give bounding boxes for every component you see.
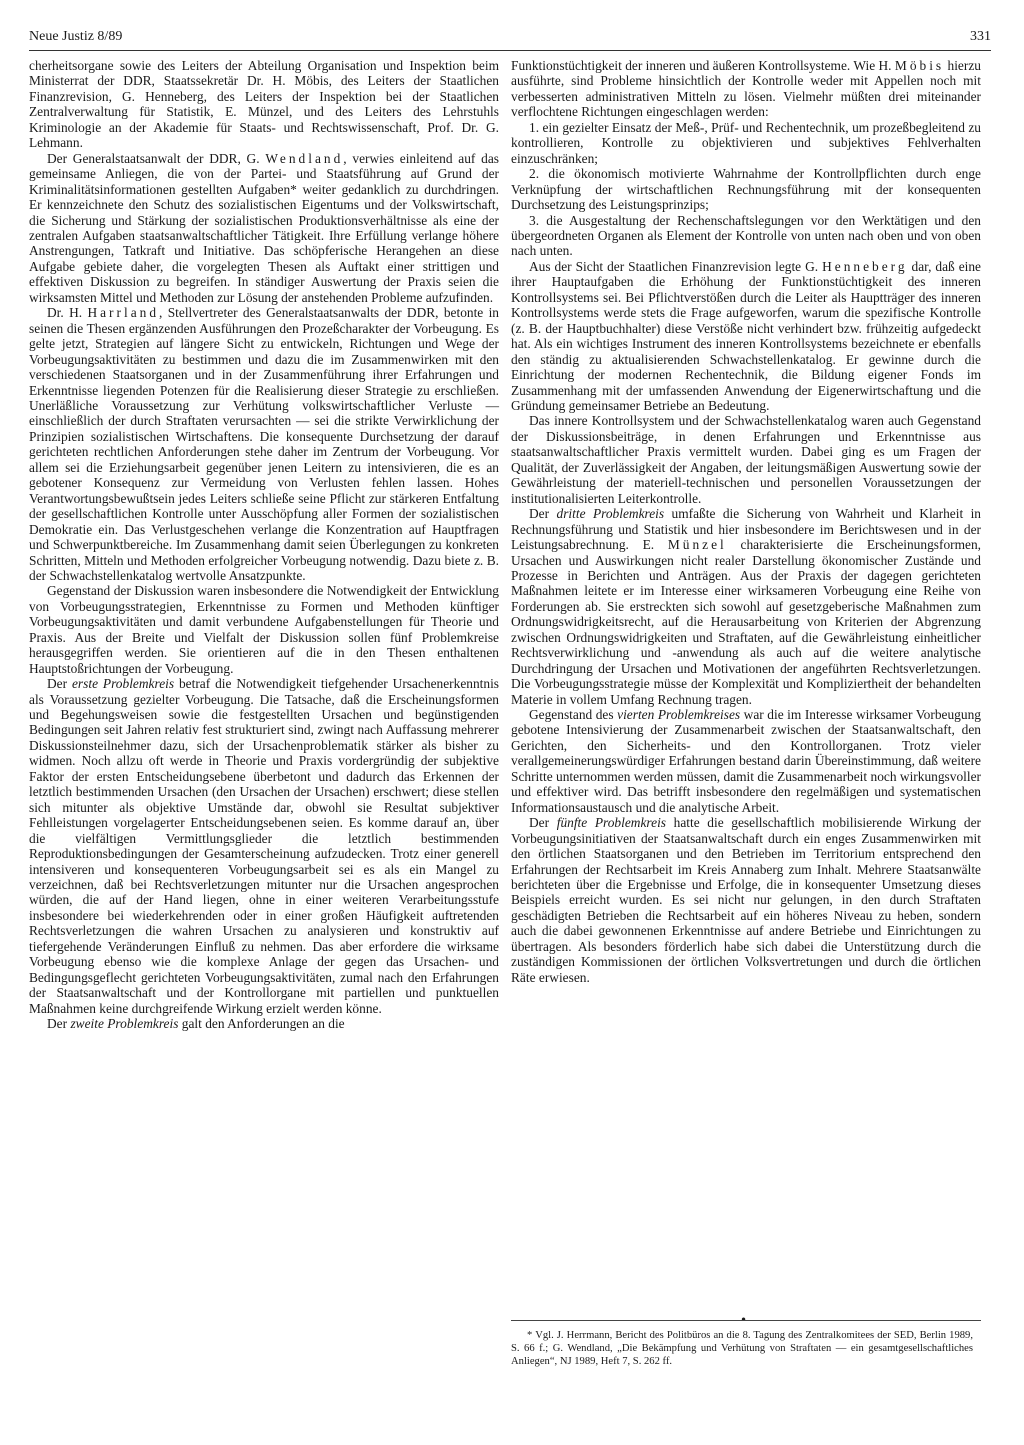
speaker-name: Henneberg [822, 258, 908, 274]
speaker-name: Wendland [265, 150, 344, 166]
paragraph: Der fünfte Problemkreis hatte die gesellschaftlich mobilisierende Wirkung der Vorbeugungsinitiativen der Staatsanwaltschaft durch ein enges Zusammenwirken mit den örtlichen Staatsorganen und den Betrieben im Territorium entsprechend den Erfahrungen der Rechtsarbeit im Kreis Annaberg zum Inhalt. Mehrere Staatsanwälte berichteten über die Ergebnisse und Erfolge, die in konsequenter Umsetzung dieses Beispiels erreicht wurden. Es sei nicht nur gelungen, in den durch Straftaten geschädigten Betrieben die Rechtsarbeit auf ein höheres Niveau zu heben, sondern auch die dabei gewonnenen Erkenntnisse auf andere Betriebe und Einrichtungen zu übertragen. Als besonders förderlich habe sich dabei die Unterstützung durch die zuständigen Kommissionen der örtlichen Volksvertretungen und durch die örtlichen Räte erwiesen. [511, 815, 981, 985]
paragraph: Gegenstand des vierten Problemkreises war die im Interesse wirksamer Vorbeugung gebotene Intensivierung der Zusammenarbeit zwischen der Staatsanwaltschaft, den Gerichten, den Sicherheits- und den Kontrollorganen. Trotz vieler verallgemeinerungswürdiger Erfahrungen bestand darin Übereinstimmung, daß weitere Schritte unternommen werden müssen, damit die Zusammenarbeit noch wirkungsvoller und effektiver wird. Das betrifft insbesondere den regelmäßigen und systematischen Informationsaustausch und die analytische Arbeit. [511, 707, 981, 815]
paragraph: cherheitsorgane sowie des Leiters der Abteilung Organisation und Inspektion beim Ministerrat der DDR, Staatssekretär Dr. H. Möbis, des Leiters der Staatlichen Finanzrevision, G. Henneberg, des Leiters der Inspektion bei der Staatlichen Zentralverwaltung für Statistik, E. Münzel, und des Leiters des Lehrstuhls Kriminologie an der Akademie für Staats- und Rechtswissenschaft, Prof. Dr. G. Lehmann. [29, 58, 499, 151]
journal-issue: Neue Justiz 8/89 [29, 29, 123, 44]
speaker-name: Münzel [667, 537, 727, 553]
speaker-name: Harrland [87, 305, 160, 321]
paragraph: Der Generalstaatsanwalt der DDR, G. Wendland, verwies einleitend auf das gemeinsame Anliegen, die von der Partei- und Staatsführung auf Grund der Kriminalitätsinformationen gestellten Aufgaben* weiter gedanklich zu durchdringen. Er kennzeichnete den Schutz des sozialistischen Eigentums und der Volkswirtschaft, die Sicherung und Stärkung der sozialistischen Produktionsverhältnisse als eine der zentralen Aufgaben staatsanwaltschaftlicher Tätigkeit. Ihre Erfüllung verlange höhere Anstrengungen, Tatkraft und Initiative. Das schöpferische Herangehen an diese Aufgabe gebiete daher, die vorgelegten Thesen als Auftakt einer strittigen und effektiven Diskussion zu begreifen. In ständiger Auswertung der Praxis seien die wirksamsten Mittel und Methoden zur Lösung der anstehenden Probleme aufzufinden. [29, 150, 499, 305]
paragraph: Dr. H. Harrland, Stellvertreter des Generalstaatsanwalts der DDR, betonte in seinen die Thesen ergänzenden Ausführungen den Prozeßcharakter der Vorbeugung. Es gelte jetzt, Strategien auf längere Sicht zu entwickeln, Richtungen und Wege der Vorbeugungsaktivitäten zu bestimmen und dazu die im Zusammenwirken mit den verschiedenen Staatsorganen und in der Zusammenführung ihrer Erfahrungen und Erkenntnisse liegenden Potenzen für die Realisierung dieser Strategie zu erschließen. Unerläßliche Voraussetzung zur Verhütung volkswirtschaftlicher Verluste — einschließlich der durch Straftaten verursachten — sei die strikte Verwirklichung der Prinzipien sozialistischen Wirtschaftens. Die konsequente Durchsetzung der darauf gerichteten rechtlichen Anforderungen stehe daher im Zentrum der Vorbeugung. Vor allem sei die Erziehungsarbeit gegenüber jenen Leitern zu intensivieren, die es an gebotener Konsequenz zur Vermeidung von Verlusten fehlen lassen. Hohes Verantwortungsbewußtsein jedes Leiters schließe seine Pflicht zur stärkeren Entfaltung der gesellschaftlichen Kontrolle unter Ausschöpfung aller Formen der sozialistischen Demokratie ein. Das Verlustgeschehen verlange die Konzentration auf Hauptfragen und Schwerpunktbereiche. Im Zusammenhang damit seien Überlegungen zu konkreten Schritten, Mitteln und Methoden erfolgreicher Vorbeugung notwendig. Dazu biete z. B. der Schwachstellenkatalog wertvolle Ansatzpunkte. [29, 305, 500, 583]
emphasis: vierten Problemkreises [617, 707, 741, 723]
left-column [29, 58, 499, 1032]
list-item: 1. ein gezielter Einsatz der Meß-, Prüf- und Rechentechnik, um prozeßbegleitend zu kontrollieren, Kontrolle zu objektivieren und subjektives Fehlverhalten einzuschränken; [511, 119, 981, 166]
emphasis: fünfte Problemkreis [556, 815, 666, 831]
right-column [511, 58, 981, 985]
paragraph: Das innere Kontrollsystem und der Schwachstellenkatalog waren auch Gegenstand der Diskussionsbeiträge, in denen Erfahrungen und Erkenntnisse aus staatsanwaltschaftlicher Praxis vermittelt wurden. Dabei ging es um Fragen der Qualität, der Zuverlässigkeit der Angaben, der leitungsmäßigen Auswertung sowie der Gewährleistung der materiell-technischen und personellen Voraussetzungen der institutionalisierten Leiterkontrolle. [511, 413, 981, 506]
emphasis: erste Problemkreis [71, 676, 175, 692]
paragraph: Funktionstüchtigkeit der inneren und äußeren Kontrollsysteme. Wie H. Möbis hierzu ausführte, sind Probleme hinsichtlich der Kontrolle weder mit Appellen noch mit verbesserten administrativen Mitteln zu lösen. Vielmehr müßten drei miteinander verflochtene Richtungen eingeschlagen werden: [511, 58, 981, 120]
emphasis: dritte Problemkreis [556, 506, 665, 522]
footnote [511, 1329, 973, 1368]
paragraph: Der erste Problemkreis betraf die Notwendigkeit tiefgehender Ursachenerkenntnis als Voraussetzung gezielter Vorbeugung. Die Tatsache, daß die Erscheinungsformen und Begehungsweisen sowie die festgestellten Ursachen und begünstigenden Bedingungen seit Jahren relativ fest strukturiert sind, zwingt nach Auffassung mehrerer Diskussionsteilnehmer dazu, sich der Ursachenproblematik stärker als bisher zu widmen. Noch allzu oft werde in Theorie und Praxis vordergründig der subjektive Faktor der ersten Entscheidungsebene überbetont und dadurch das Erkennen der letztlich bestimmenden Ursachen (den Ursachen der Ursachen) erschwert; diese stellen sich mitunter als objektive Umstände dar, obwohl sie Resultat subjektiver Fehlleistungen vorgelagerter Entscheidungsebenen seien. Es komme darauf an, über die vielfältigen Vermittlungsglieder die letztlich bestimmenden Reproduktionsbedingungen der Gesamterscheinung aufzudecken. Trotz einer generell intensiveren und konsequenteren Vorbeugungsarbeit sei es als ein Mangel zu verzeichnen, daß bei Rechtsverletzungen mitunter nur die Ursachen angesprochen würden, die auf der Hand liegen, ohne in einer weiteren Verarbeitungsstufe insbesondere bei wiederkehrenden oder in einer großen Häufigkeit auftretenden Rechtsverletzungen die wahren Ursachen zu analysieren und konstruktiv auf tiefergehende Veränderungen Einfluß zu nehmen. Das aber erfordere die wirksame Vorbeugung ebenso wie die komplexe Anlage der gegen das Ursachen- und Bedingungsgeflecht gerichteten Vorbeugungsaktivitäten, zumal nach den Erfahrungen der Staatsanwaltschaft und der Kontrollorgane mit partiellen und punktuellen Maßnahmen keine durchgreifende Wirkung erzielt werden könne. [29, 676, 500, 1016]
paragraph: Aus der Sicht der Staatlichen Finanzrevision legte G. Henneberg dar, daß eine ihrer Hauptaufgaben die Erhöhung der Funktionstüchtigkeit des inneren Kontrollsystems sei. Bei Pflichtverstößen durch die Leiter als Hauptträger des inneren Kontrollsystems werde stets die Frage aufgeworfen, warum die spezifische Kontrolle (z. B. der Hauptbuchhalter) diese Verstöße nicht verhindert bzw. frühzeitig aufgedeckt hat. Als ein wichtiges Instrument des inneren Kontrollsystems bezeichnete er ebenfalls den ständig zu aktualisierenden Schwachstellenkatalog. Er gewinne durch die Einrichtung der modernen Rechentechnik, die Bildung eigener Fonds im Zusammenhang mit der umfassenden Anwendung der Eigenerwirtschaftung und die Gründung gemeinsamer Betriebe an Bedeutung. [511, 258, 982, 413]
paragraph: Der zweite Problemkreis galt den Anforderungen an die [47, 1016, 345, 1032]
footnote-rule [511, 1320, 981, 1321]
list-item: 3. die Ausgestaltung der Rechenschaftslegungen vor den Werktätigen und den übergeordneten Organen als Element der Kontrolle von unten nach oben und von oben nach unten. [511, 212, 981, 259]
speaker-name: Möbis [894, 58, 945, 73]
emphasis: zweite Problemkreis [70, 1016, 179, 1032]
paragraph: Der dritte Problemkreis umfaßte die Sicherung von Wahrheit und Klarheit in Rechnungsführung und Statistik und hier insbesondere im Berichtswesen und in der Leistungsabrechnung. E. Münzel charakterisierte die Erscheinungsformen, Ursachen und Auswirkungen nicht realer Darstellung ökonomischer Zustände und Prozesse in Berichten und Anträgen. Aus der Praxis der dagegen gerichteten Maßnahmen leitete er im Interesse einer wirksameren Vorbeugung eine Reihe von Forderungen ab. Sie erstreckten sich sowohl auf gesetzgeberische Maßnahmen zum Ordnungswidrigkeitsrecht, auf die Herausarbeitung von Kriterien der Abgrenzung zwischen Ordnungswidrigkeiten und Straftaten, auf die Gewährleistung einheitlicher Rechtsverwirklichung und -anwendung als auch auf die weitere analytische Durchdringung der Ursachen und Motivationen der angeführten Rechtsverletzungen. Die Vorbeugungsstrategie müsse der Komplexität und Kompliziertheit der behandelten Materie in vollem Umfang Rechnung tragen. [511, 506, 982, 707]
header-rule [29, 50, 991, 51]
list-item: 2. die ökonomisch motivierte Wahrnahme der Kontrollpflichten durch enge Verknüpfung der wirtschaftlichen Rechnungsführung mit der konsequenten Durchsetzung des Leistungsprinzips; [511, 166, 981, 213]
footnote-text: * Vgl. J. Herrmann, Bericht des Politbüros an die 8. Tagung des Zentralkomitees der SED, Berlin 1989, S. 66 f.; G. Wendland, „Die Bekämpfung und Verhütung von Straftaten — ein gesamtgesellschaftliches Anliegen“, NJ 1989, Heft 7, S. 262 ff. [511, 1330, 973, 1367]
paragraph: Gegenstand der Diskussion waren insbesondere die Notwendigkeit der Entwicklung von Vorbeugungsstrategien, Erkenntnisse zu Formen und Methoden künftiger Vorbeugungsaktivitäten und damit verbundene Aufgabenstellungen für Theorie und Praxis. Aus der Breite und Vielfalt der Diskussion sollen fünf Problemkreise herausgegriffen werden. Sie orientieren auf die in den Thesen enthaltenen Hauptstoßrichtungen der Vorbeugung. [29, 583, 499, 676]
page-number: 331 [970, 29, 991, 44]
